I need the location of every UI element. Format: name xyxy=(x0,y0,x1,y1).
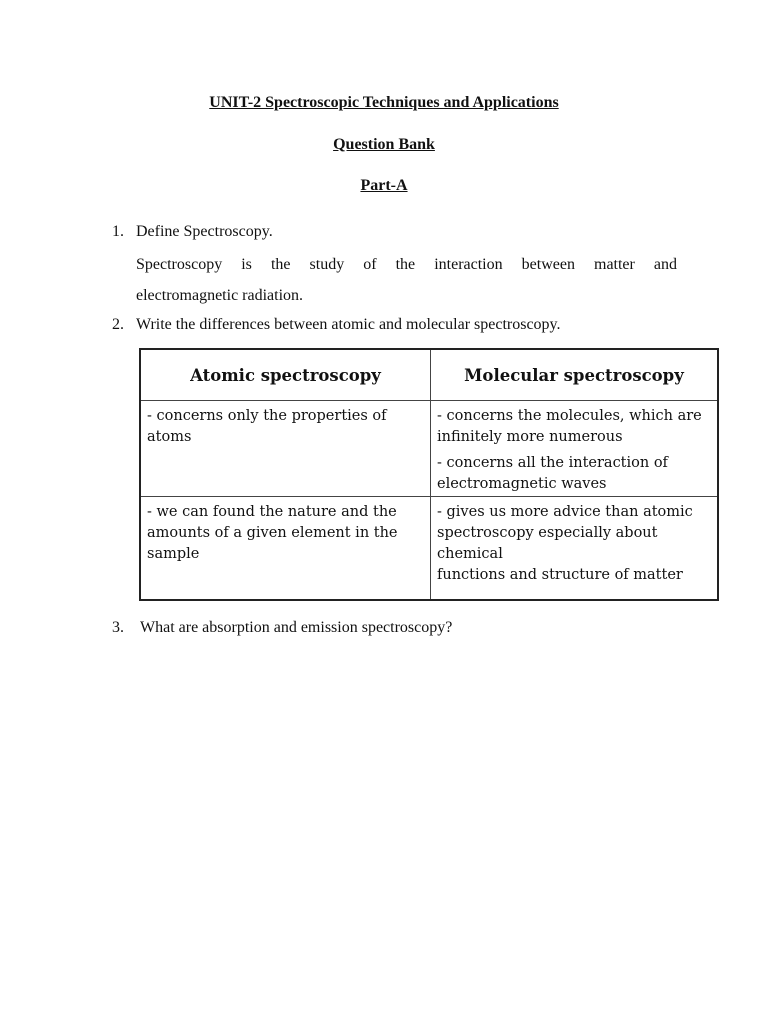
table-row xyxy=(140,401,718,497)
cell-text: amounts of a given element in the xyxy=(147,525,398,541)
question-item-3 xyxy=(112,619,672,639)
cell-text: - concerns the molecules, which are xyxy=(437,408,702,424)
question-item-1 xyxy=(112,223,672,243)
cell-text: spectroscopy especially about chemical xyxy=(437,525,658,562)
question-text: What are absorption and emission spectroscopy? xyxy=(140,619,453,636)
cell-text: functions and structure of matter xyxy=(437,567,683,583)
document-title: UNIT-2 Spectroscopic Techniques and Applications xyxy=(209,94,559,111)
table-header-row xyxy=(140,349,718,401)
cell-text: - concerns all the interaction of xyxy=(437,455,668,471)
question-number: 1. xyxy=(112,223,124,240)
answer-line: electromagnetic radiation. xyxy=(136,287,304,304)
question-text: Write the differences between atomic and molecular spectroscopy. xyxy=(136,316,561,333)
table-cell-atomic xyxy=(140,497,431,601)
cell-text: electromagnetic waves xyxy=(437,476,607,492)
question-number: 2. xyxy=(112,316,124,333)
table-cell-molecular xyxy=(431,497,719,601)
cell-text: sample xyxy=(147,546,200,562)
table-cell-molecular xyxy=(431,401,719,497)
table-cell-atomic xyxy=(140,401,431,497)
question-text: Define Spectroscopy. xyxy=(136,223,273,240)
question-item-2 xyxy=(112,316,672,336)
cell-text: infinitely more numerous xyxy=(437,429,623,445)
cell-text: - gives us more advice than atomic xyxy=(437,504,693,520)
comparison-table xyxy=(139,348,719,601)
answer-paragraph xyxy=(136,249,677,311)
cell-text: - concerns only the properties of atoms xyxy=(147,408,387,445)
table-header-atomic: Atomic spectroscopy xyxy=(140,349,431,401)
document-subtitle: Question Bank xyxy=(333,136,435,153)
question-number: 3. xyxy=(112,619,124,636)
part-heading: Part-A xyxy=(360,177,408,194)
table-header-molecular: Molecular spectroscopy xyxy=(431,349,719,401)
table-row xyxy=(140,497,718,601)
answer-line: Spectroscopy is the study of the interaction between matter and xyxy=(136,256,677,273)
cell-text: - we can found the nature and the xyxy=(147,504,397,520)
